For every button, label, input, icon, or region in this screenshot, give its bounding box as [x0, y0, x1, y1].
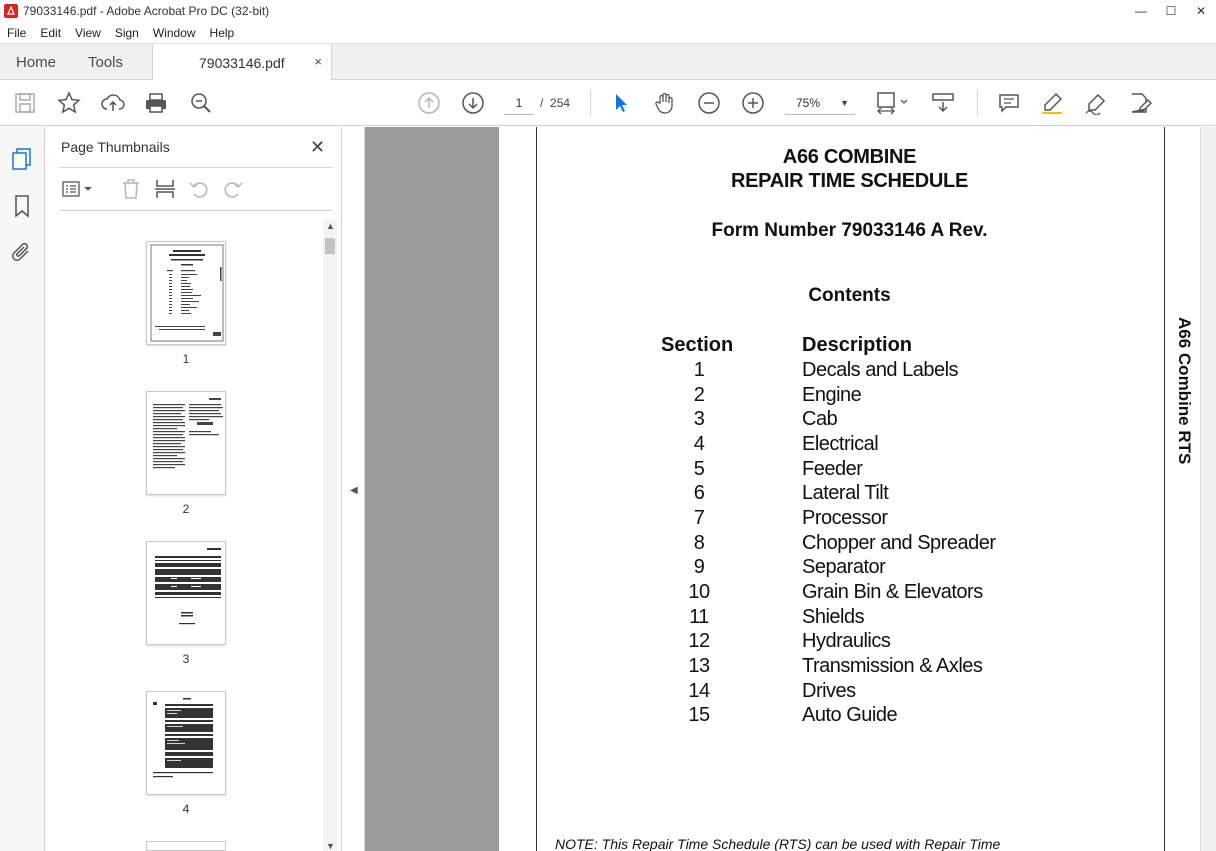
menu-view[interactable]: View [75, 25, 101, 40]
title-bar [0, 0, 1216, 22]
bookmark-star-icon[interactable] [57, 91, 81, 115]
page-thumbnail-5[interactable] [146, 841, 226, 851]
thumbnail-label: 1 [182, 352, 190, 366]
chevron-down-icon: ▼ [840, 98, 849, 108]
document-title-line2: REPAIR TIME SCHEDULE [731, 170, 968, 192]
page-separator: / [540, 96, 544, 110]
toc-description: Grain Bin & Elevators [802, 581, 983, 603]
menu-bar [0, 22, 1216, 44]
tab-home[interactable]: Home [16, 53, 57, 71]
page-thumbnail-1[interactable] [146, 241, 226, 345]
scroll-mode-icon[interactable] [931, 91, 955, 115]
toc-section: 7 [693, 507, 705, 529]
tab-bar [0, 44, 1216, 80]
toc-section: 10 [688, 581, 710, 603]
thumbnail-scrollbar[interactable] [323, 219, 337, 851]
toolbar-separator [590, 90, 591, 116]
thumbnail-label: 3 [182, 652, 190, 666]
minimize-button[interactable]: — [1135, 4, 1147, 18]
page-thumbnails-panel [45, 127, 342, 851]
fit-page-icon[interactable] [875, 91, 911, 115]
menu-window[interactable]: Window [152, 25, 196, 40]
toc-description: Cab [802, 408, 838, 430]
zoom-out-icon[interactable] [697, 91, 721, 115]
document-view[interactable] [365, 127, 1200, 851]
edit-icon[interactable] [1128, 91, 1152, 115]
insert-pages-icon[interactable] [153, 177, 177, 201]
scrollbar-handle[interactable] [325, 238, 335, 254]
hand-icon[interactable] [653, 91, 677, 115]
zoom-select[interactable] [785, 91, 855, 115]
divider [59, 210, 333, 211]
page-up-icon[interactable] [417, 91, 441, 115]
upload-icon[interactable] [101, 91, 125, 115]
sign-icon[interactable] [1084, 91, 1108, 115]
collapse-panel-icon[interactable]: ◀ [350, 485, 358, 496]
toc-section: 12 [688, 630, 710, 652]
toc-section: 1 [693, 359, 705, 381]
print-icon[interactable] [144, 91, 168, 115]
page-thumbnails-icon[interactable] [10, 147, 34, 171]
total-pages: 254 [550, 96, 571, 110]
toc-section: 9 [693, 556, 705, 578]
toc-description: Auto Guide [802, 704, 898, 726]
contents-heading: Contents [808, 285, 891, 306]
toc-description: Transmission & Axles [802, 655, 983, 677]
rotate-right-icon[interactable] [221, 177, 245, 201]
pdf-page [499, 127, 1200, 851]
divider [59, 167, 333, 168]
toc-section: 5 [693, 458, 705, 480]
tab-document[interactable] [152, 44, 332, 81]
toc-description: Hydraulics [802, 630, 891, 652]
toc-description: Feeder [802, 458, 863, 480]
options-menu-icon[interactable] [61, 177, 95, 201]
toc-description: Separator [802, 556, 886, 578]
toc-description: Chopper and Spreader [802, 532, 996, 554]
maximize-button[interactable]: ☐ [1165, 4, 1177, 18]
toc-section: 15 [688, 704, 710, 726]
toolbar [0, 80, 1216, 126]
scroll-up-icon[interactable]: ▲ [326, 221, 335, 231]
tab-document-label: 79033146.pdf [199, 54, 285, 71]
close-window-button[interactable]: ✕ [1195, 4, 1207, 18]
page-thumbnail-4[interactable] [146, 691, 226, 795]
zoom-in-icon[interactable] [741, 91, 765, 115]
toc-description: Shields [802, 606, 865, 628]
thumbnail-label: 2 [182, 502, 190, 516]
document-scrollbar[interactable] [1200, 127, 1216, 851]
toc-section: 6 [693, 482, 705, 504]
toc-section: 11 [689, 606, 709, 628]
toc-description: Drives [802, 680, 856, 702]
close-tab-icon[interactable]: × [314, 54, 322, 69]
menu-file[interactable]: File [7, 25, 27, 40]
menu-sign[interactable]: Sign [114, 25, 139, 40]
page-thumbnail-3[interactable] [146, 541, 226, 645]
delete-icon[interactable] [119, 177, 143, 201]
page-total [540, 91, 570, 115]
form-number: Form Number 79033146 A Rev. [711, 220, 988, 241]
toc-header-description: Description [802, 334, 913, 356]
toc-section: 8 [693, 532, 705, 554]
toc-section: 2 [693, 384, 705, 406]
toc-description: Electrical [802, 433, 879, 455]
close-panel-icon[interactable]: ✕ [310, 137, 326, 157]
menu-edit[interactable]: Edit [40, 25, 62, 40]
navigation-rail [0, 127, 45, 851]
zoom-value: 75% [796, 96, 821, 110]
save-icon[interactable] [13, 91, 37, 115]
toc-section: 4 [693, 433, 705, 455]
highlight-icon[interactable] [1040, 91, 1064, 115]
toc-section: 3 [693, 408, 705, 430]
thumbnail-label: 4 [182, 802, 190, 816]
menu-help[interactable]: Help [209, 25, 235, 40]
toc-header-section: Section [661, 334, 734, 356]
attachments-icon[interactable] [10, 240, 34, 264]
rts-note: NOTE: This Repair Time Schedule (RTS) can be used with Repair Time [555, 836, 1001, 851]
toc-description: Processor [802, 507, 888, 529]
toc-section: 13 [688, 655, 710, 677]
toc-description: Lateral Tilt [802, 482, 889, 504]
window-title: 79033146.pdf - Adobe Acrobat Pro DC (32-bit) [23, 4, 270, 18]
toc-description: Decals and Labels [802, 359, 959, 381]
zoom-search-icon[interactable] [189, 91, 213, 115]
page-number-input[interactable]: 1 [504, 91, 534, 115]
scroll-down-icon[interactable]: ▼ [326, 841, 335, 851]
document-title-line1: A66 COMBINE [782, 146, 917, 168]
page-thumbnail-2[interactable] [146, 391, 226, 495]
toc-description: Engine [802, 384, 862, 406]
toc-section: 14 [688, 680, 710, 702]
bookmarks-icon[interactable] [10, 194, 34, 218]
side-tab-label: A66 Combine RTS [1175, 317, 1194, 465]
rotate-left-icon[interactable] [187, 177, 211, 201]
acrobat-app-icon [4, 4, 18, 18]
toolbar-separator [977, 90, 978, 116]
tab-tools[interactable]: Tools [88, 53, 124, 71]
panel-splitter[interactable] [343, 127, 365, 851]
select-arrow-icon[interactable] [609, 91, 633, 115]
panel-title: Page Thumbnails [61, 139, 170, 155]
comment-icon[interactable] [997, 91, 1021, 115]
page-down-icon[interactable] [461, 91, 485, 115]
